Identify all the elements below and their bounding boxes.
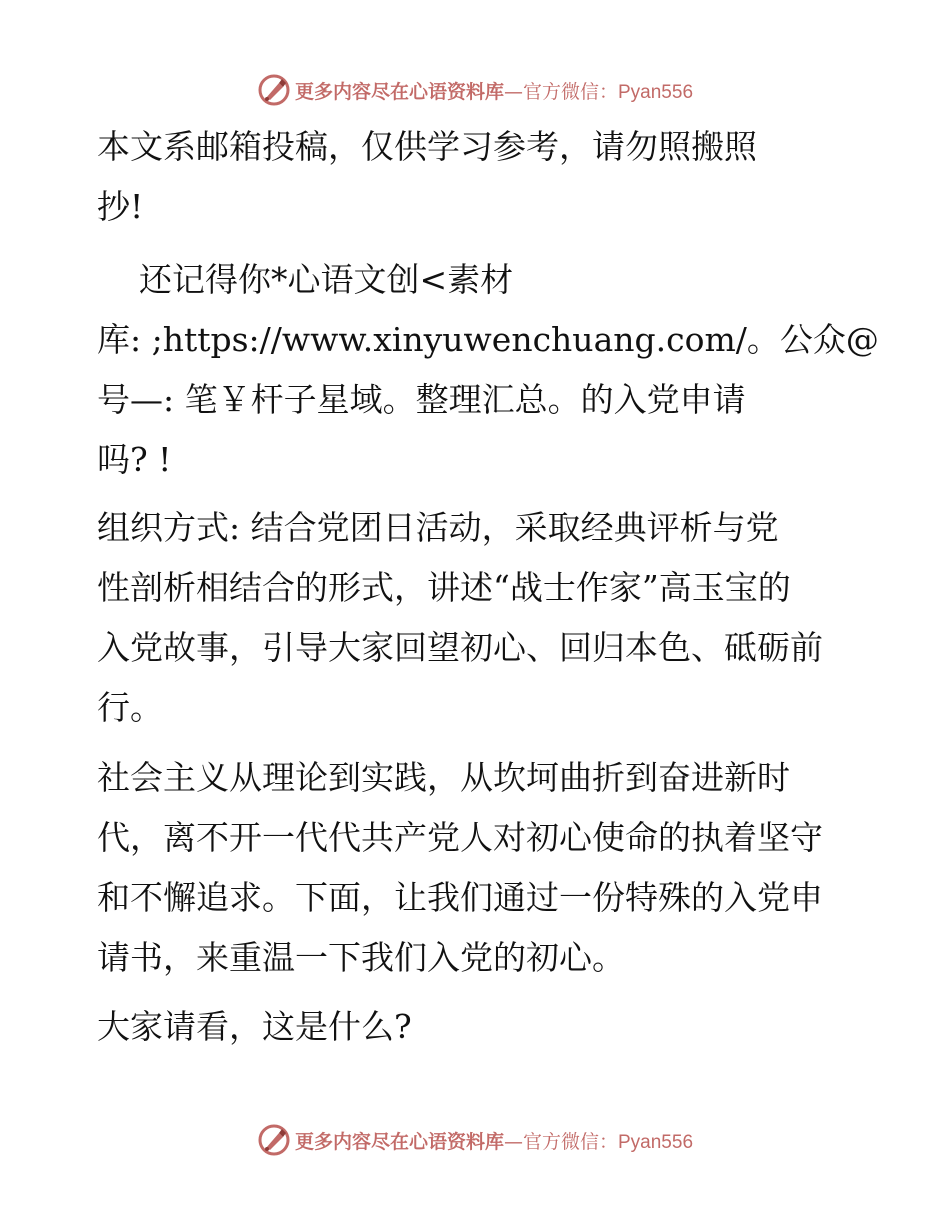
pen-logo-icon bbox=[257, 1123, 291, 1157]
text-line: 大家请看，这是什么? bbox=[97, 1007, 412, 1046]
watermark-wechat-id: Pyan556 bbox=[618, 1131, 694, 1153]
watermark-text bbox=[295, 77, 693, 104]
text-line: 抄! bbox=[97, 187, 144, 226]
watermark-text bbox=[295, 1127, 693, 1154]
header-watermark bbox=[0, 70, 950, 110]
watermark-separator: — bbox=[503, 1130, 523, 1153]
text-line: 组织方式: 结合党团日活动，采取经典评析与党 bbox=[97, 508, 779, 547]
text-line: 号—: 笔￥杆子星域。整理汇总。的入党申请 bbox=[97, 380, 746, 419]
text-line: 请书，来重温一下我们入党的初心。 bbox=[97, 938, 625, 977]
watermark-wechat-label: 官方微信： bbox=[522, 1130, 618, 1153]
paragraph-disclaimer bbox=[97, 117, 857, 237]
text-line: 本文系邮箱投稿，仅供学习参考，请勿照搬照 bbox=[97, 127, 757, 166]
pen-logo-icon bbox=[257, 73, 291, 107]
watermark-wechat-id: Pyan556 bbox=[618, 81, 694, 103]
text-line: 行。 bbox=[97, 688, 163, 727]
footer-watermark bbox=[0, 1120, 950, 1160]
text-line: 代，离不开一代代共产党人对初心使命的执着坚守 bbox=[97, 818, 823, 857]
text-line: 和不懈追求。下面，让我们通过一份特殊的入党申 bbox=[97, 878, 823, 917]
text-line: 吗? ! bbox=[97, 440, 172, 479]
paragraph-organization bbox=[97, 498, 857, 738]
paragraph-socialism bbox=[97, 748, 857, 988]
watermark-separator: — bbox=[503, 80, 523, 103]
text-line: 入党故事，引导大家回望初心、回归本色、砥砺前 bbox=[97, 628, 823, 667]
watermark-main: 更多内容尽在心语资料库 bbox=[294, 1130, 504, 1153]
paragraph-source bbox=[97, 250, 879, 490]
text-line: 还记得你*心语文创<素材 bbox=[97, 260, 514, 299]
text-line: 库: ;https://www.xinyuwenchuang.com/。公众@ bbox=[97, 320, 879, 359]
text-line: 性剖析相结合的形式，讲述“战士作家”高玉宝的 bbox=[97, 568, 791, 607]
watermark-main: 更多内容尽在心语资料库 bbox=[294, 80, 504, 103]
paragraph-question bbox=[97, 997, 857, 1057]
watermark-wechat-label: 官方微信： bbox=[522, 80, 618, 103]
text-line: 社会主义从理论到实践，从坎坷曲折到奋进新时 bbox=[97, 758, 790, 797]
